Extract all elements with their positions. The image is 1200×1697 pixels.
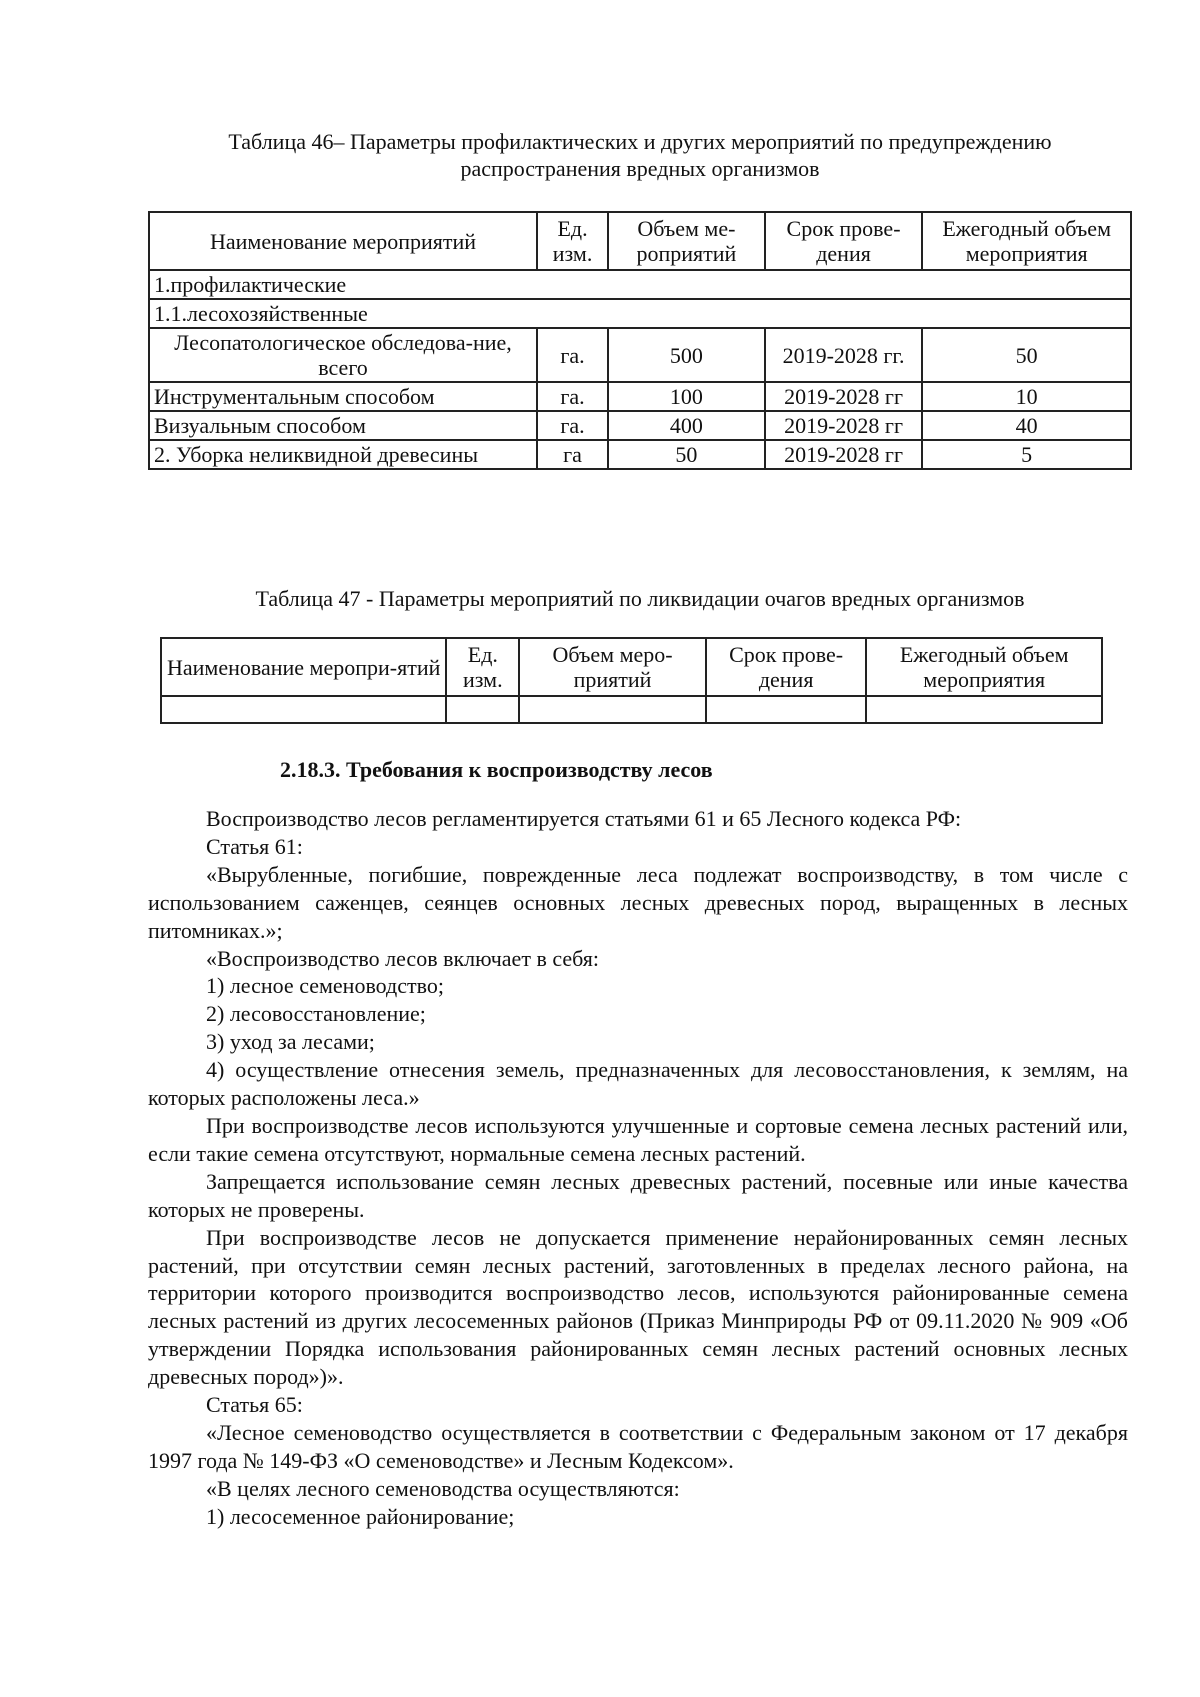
paragraph: «Воспроизводство лесов включает в себя: — [206, 945, 600, 971]
paragraph: Воспроизводство лесов регламентируется статьями 61 и 65 Лесного кодекса РФ: — [206, 806, 962, 831]
paragraph: «Лесное семеноводство осуществляется в соответствии с Федеральным законом от 17 декабря 1997 года № 149-ФЗ «О семеноводстве» и Лесным Кодексом». — [148, 1419, 1128, 1473]
cell-period: 2019-2028 гг — [765, 411, 923, 440]
table46-section-row — [149, 270, 1131, 299]
th-name: Наименование меропри-ятий — [161, 638, 446, 696]
empty-cell — [706, 696, 867, 723]
table46-header-row — [149, 212, 1131, 270]
section-forestry: 1.1.лесохозяйственные — [149, 299, 1131, 328]
paragraph: «В целях лесного семеноводства осуществляются: — [206, 1475, 680, 1501]
cell-name: Инструментальным способом — [149, 382, 537, 411]
cell-volume: 400 — [608, 411, 765, 440]
table46-subsection-row — [149, 299, 1131, 328]
cell-name: 2. Уборка неликвидной древесины — [149, 440, 537, 469]
th-unit: Ед. изм. — [446, 638, 519, 696]
empty-cell — [519, 696, 706, 723]
th-annual: Ежегодный объем мероприятия — [922, 212, 1131, 270]
table-row — [149, 411, 1131, 440]
cell-name: Визуальным способом — [149, 411, 537, 440]
empty-cell — [446, 696, 519, 723]
cell-volume: 500 — [608, 328, 765, 382]
empty-cell — [866, 696, 1102, 723]
table-row — [161, 696, 1102, 723]
paragraph: 1) лесное семеноводство; — [206, 973, 444, 999]
th-period: Срок прове-дения — [765, 212, 923, 270]
paragraph: При воспроизводстве лесов используются улучшенные и сортовые семена лесных растений или, если такие семена отсутствуют, нормальные семена лесных растений. — [148, 1112, 1128, 1166]
cell-volume: 50 — [608, 440, 765, 469]
cell-name: Лесопатологическое обследова-ние, всего — [149, 328, 537, 382]
paragraph: При воспроизводстве лесов не допускается применение нерайонированных семян лесных растений, при отсутствии семян лесных растений, заготовленных в пределах лесного района, на территории которого производится воспроизводство лесов, используются районированные семена лесных растений из других лесосеменных районов (Приказ Минприроды РФ от 09.11.2020 № 909 «Об утверждении Порядка использования районированных семян лесных растений основных лесных древесных пород»)». — [148, 1224, 1128, 1390]
table-row — [149, 382, 1131, 411]
table-row — [149, 328, 1131, 382]
paragraph: 1) лесосеменное районирование; — [206, 1503, 515, 1529]
cell-annual: 50 — [922, 328, 1131, 382]
table46-caption-line1: Таблица 46– Параметры профилактических и других мероприятий по предупреждению — [228, 129, 1052, 154]
th-period: Срок прове-дения — [706, 638, 867, 696]
th-annual: Ежегодный объем мероприятия — [866, 638, 1102, 696]
cell-annual: 5 — [922, 440, 1131, 469]
table47-header-row — [161, 638, 1102, 696]
cell-period: 2019-2028 гг — [765, 440, 923, 469]
th-volume: Объем ме-роприятий — [608, 212, 765, 270]
paragraph: Статья 65: — [206, 1392, 303, 1418]
empty-cell — [161, 696, 446, 723]
section-profilactic: 1.профилактические — [149, 270, 1131, 299]
table47 — [160, 637, 1103, 724]
cell-annual: 40 — [922, 411, 1131, 440]
paragraph: 4) осуществление отнесения земель, предназначенных для лесовосстановления, к землям, на которых расположены леса.» — [148, 1057, 1128, 1111]
table46-caption-line2: распространения вредных организмов — [460, 156, 820, 181]
th-name: Наименование мероприятий — [149, 212, 537, 270]
cell-unit: га. — [537, 328, 608, 382]
cell-unit: га — [537, 440, 608, 469]
paragraph: Статья 61: — [206, 833, 303, 859]
cell-volume: 100 — [608, 382, 765, 411]
paragraph: Запрещается использование семян лесных древесных растений, посевные или иные качества которых не проверены. — [148, 1168, 1128, 1222]
table-row — [149, 440, 1131, 469]
th-volume: Объем меро-приятий — [519, 638, 706, 696]
cell-period: 2019-2028 гг. — [765, 328, 923, 382]
section-heading: 2.18.3. Требования к воспроизводству лесов — [280, 757, 713, 782]
paragraph: 3) уход за лесами; — [206, 1029, 375, 1055]
table47-caption: Таблица 47 - Параметры мероприятий по ликвидации очагов вредных организмов — [255, 586, 1025, 611]
body-text — [148, 805, 1128, 1531]
cell-period: 2019-2028 гг — [765, 382, 923, 411]
cell-annual: 10 — [922, 382, 1131, 411]
paragraph: «Вырубленные, погибшие, поврежденные леса подлежат воспроизводству, в том числе с использованием саженцев, сеянцев основных лесных древесных пород, выращенных в лесных питомниках.»; — [148, 861, 1128, 943]
cell-unit: га. — [537, 382, 608, 411]
th-unit: Ед. изм. — [537, 212, 608, 270]
paragraph: 2) лесовосстановление; — [206, 1001, 426, 1027]
table46-caption — [150, 128, 1130, 182]
cell-unit: га. — [537, 411, 608, 440]
table46 — [148, 211, 1132, 470]
